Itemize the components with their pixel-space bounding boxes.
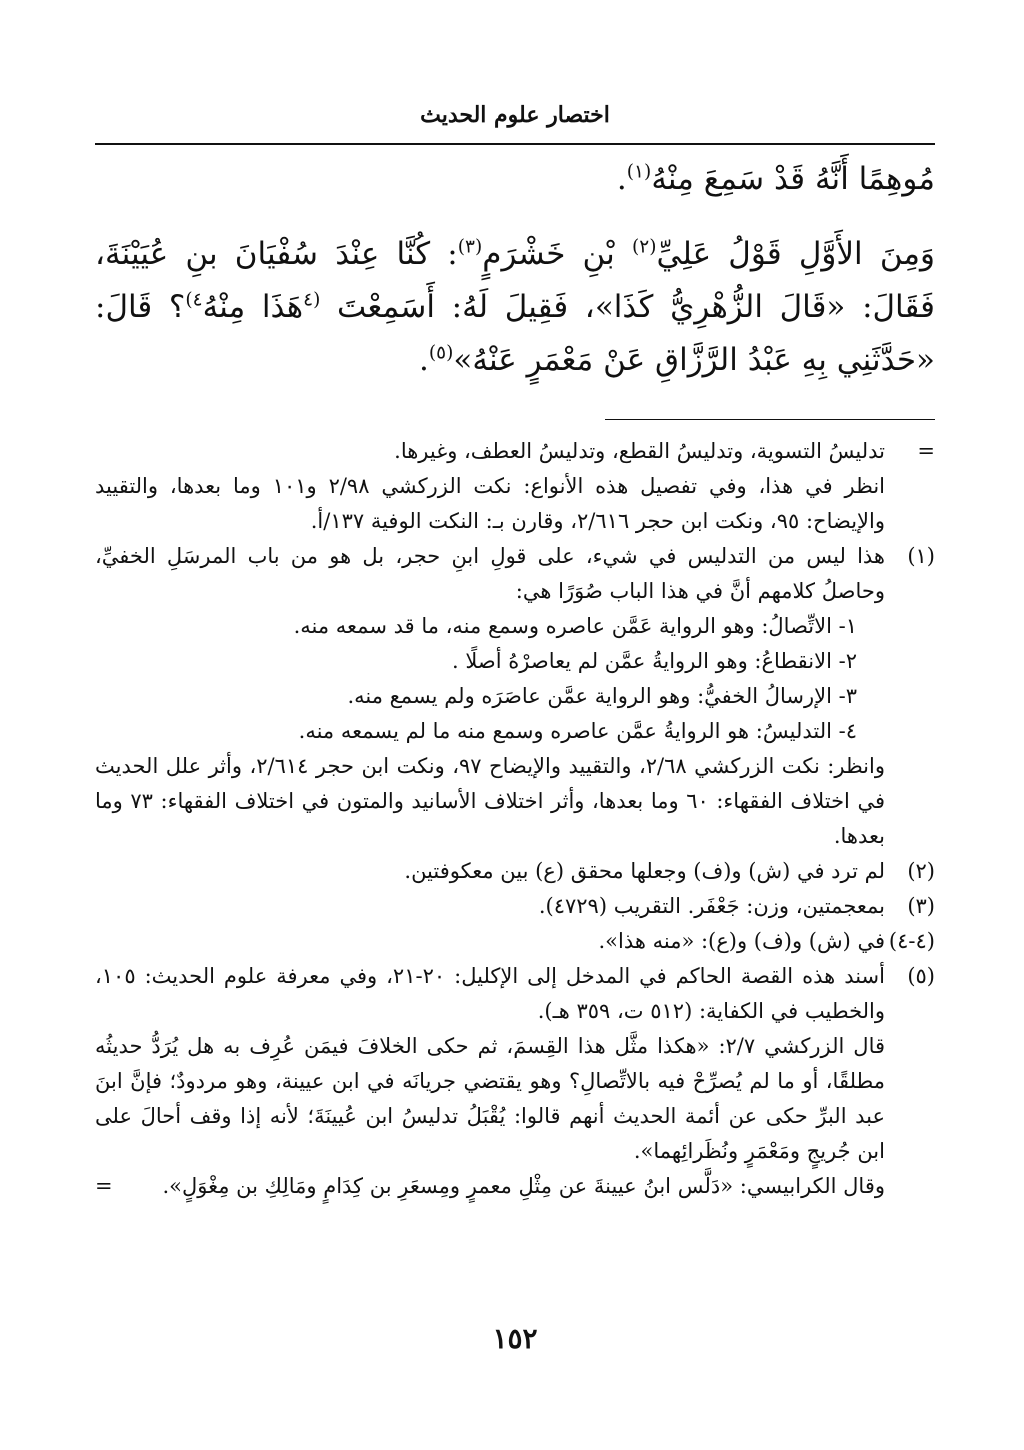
main-text-run: بْنِ خَشْرَمٍ	[482, 236, 632, 272]
main-text-run: ؟ قَالَ: «حَدَّثَنِي بِهِ عَبْدُ الرَّزَّاقِ عَنْ مَعْمَرٍ عَنْهُ»	[95, 289, 935, 378]
footnote-list-item: ٣- الإرسالُ الخفيُّ: وهو الرواية عمَّن عاصَرَه ولم يسمع منه.	[347, 684, 857, 708]
continuation-mark: =	[95, 1174, 113, 1198]
footnote-ref-4-close[interactable]: ٤)	[185, 289, 203, 311]
footnote-line: قال الزركشي ٢/٧: «هكذا مثَّل هذا القِسمَ، ثم حكى الخلافَ فيمَن عُرِف به هل يُرَدُّ حديثُه مطلقًا، أو ما لم يُصرِّحْ فيه بالاتِّصالِ؟ وهو يقتضي جريانَه في ابن عيينة، وهو مردودٌ؛ فإنَّ ابنَ عبد البرِّ حكى عن أئمة الحديث أنهم قالوا: يُقْبَلُ تدليسُ ابن عُيينَةَ؛ لأنه إذا وقف أحالَ على ابن جُريجٍ ومَعْمَرٍ ونُظَرائِهما».	[95, 1034, 886, 1163]
footnote-line: انظر في هذا، وفي تفصيل هذه الأنواع: نكت الزركشي ٢/٩٨ و١٠١ وما بعدها، والتقييد والإيضاح: ٩٥، ونكت ابن حجر ٢/٦١٦، وقارن بـ: النكت الوفية ١٣٧/أ.	[95, 474, 885, 533]
footnotes	[95, 434, 935, 1204]
footnote-line: أسند هذه القصة الحاكم في المدخل إلى الإكليل: ٢٠-٢١، وفي معرفة علوم الحديث: ١٠٥، والخطيب في الكفاية: (٥١٢ ت، ٣٥٩ هـ).	[95, 964, 885, 1023]
main-text-run: مُوهِمًا أَنَّهُ قَدْ سَمِعَ مِنْهُ	[651, 161, 935, 197]
main-text-run: وَمِنَ الأَوَّلِ قَوْلُ عَلِيِّ	[656, 236, 935, 272]
footnote-list-item: ٢- الانقطاعُ: وهو الروايةُ عمَّن لم يعاصرْهُ أصلًا .	[452, 649, 857, 673]
footnote-ref-1[interactable]: (١)	[626, 161, 652, 183]
main-text	[95, 153, 935, 387]
footnote-line: بمعجمتين، وزن: جَعْفَر. التقريب (٤٧٢٩).	[538, 894, 885, 918]
book-page	[95, 95, 935, 1355]
footnote-list-item: ١- الاتِّصالُ: وهو الرواية عَمَّن عاصره وسمع منه، ما قد سمعه منه.	[293, 614, 857, 638]
main-text-run: : كُنَّا عِنْدَ سُفْيَانَ بنِ عُيَيْنَةَ، فَقَالَ: «قَالَ الزُّهْرِيُّ كَذَا»، فَقِيلَ لَهُ: أَسَمِعْتَ	[95, 236, 935, 325]
continuation-mark: =	[917, 439, 935, 463]
header-rule	[95, 143, 935, 145]
footnote-line: في (ش) و(ف) و(ع): «منه هذا».	[598, 929, 885, 953]
footnote-line: تدليسُ التسوية، وتدليسُ القطع، وتدليسُ العطف، وغيرها.	[394, 439, 885, 463]
main-paragraph-2	[95, 228, 935, 387]
running-title: اختصار علوم الحديث	[420, 102, 610, 128]
footnote-continuation-refs	[95, 469, 935, 539]
footnote-1-marker: (١)	[907, 544, 935, 568]
footnote-ref-3[interactable]: (٣)	[457, 236, 483, 258]
footnote-continuation	[95, 434, 935, 469]
footnote-5	[95, 959, 935, 1204]
main-text-run: .	[616, 161, 627, 197]
footnote-2	[95, 854, 935, 889]
footnote-3-marker: (٣)	[907, 894, 935, 918]
page-number: ١٥٢	[492, 1322, 538, 1355]
main-text-run: هَذَا مِنْهُ	[202, 289, 304, 325]
footnote-ref-4-open[interactable]: (٤	[303, 289, 321, 311]
footnote-2-marker: (٢)	[907, 859, 935, 883]
footnote-line: لم ترد في (ش) و(ف) وجعلها محقق (ع) بين معكوفتين.	[404, 859, 885, 883]
footnote-1	[95, 539, 935, 854]
footnote-list-item: ٤- التدليسُ: هو الروايةُ عمَّن عاصره وسمع منه ما لم يسمعه منه.	[298, 719, 857, 743]
footnote-4-marker: (٤-٤)	[888, 929, 935, 953]
footnote-line: هذا ليس من التدليس في شيء، على قولِ ابنِ حجر، بل هو من باب المرسَلِ الخفيِّ، وحاصلُ كلامهم أنَّ في هذا الباب صُوَرًا هي:	[95, 544, 885, 603]
footnote-text-run: وقال الكرابيسي: «دَلَّس ابنُ عيينةَ عن مِثْلِ معمرٍ ومِسعَرِ بن كِدَامٍ ومَالِكِ بن مِغْوَلٍ».	[162, 1174, 885, 1198]
footnote-5-marker: (٥)	[907, 964, 935, 988]
footnote-rule	[605, 419, 935, 420]
footnote-3	[95, 889, 935, 924]
footnote-4	[95, 924, 935, 959]
footnote-ref-5[interactable]: (٥)	[428, 342, 454, 364]
footnote-ref-2[interactable]: (٢)	[631, 236, 657, 258]
footnote-line: وانظر: نكت الزركشي ٢/٦٨، والتقييد والإيضاح ٩٧، ونكت ابن حجر ٢/٦١٤، وأثر علل الحديث في اختلاف الفقهاء: ٦٠ وما بعدها، وأثر اختلاف الأسانيد والمتون في اختلاف الفقهاء: ٧٣ وما بعدها.	[95, 754, 886, 848]
main-text-run: .	[418, 342, 429, 378]
main-paragraph-1	[95, 153, 935, 206]
footnote-line	[95, 1169, 885, 1204]
